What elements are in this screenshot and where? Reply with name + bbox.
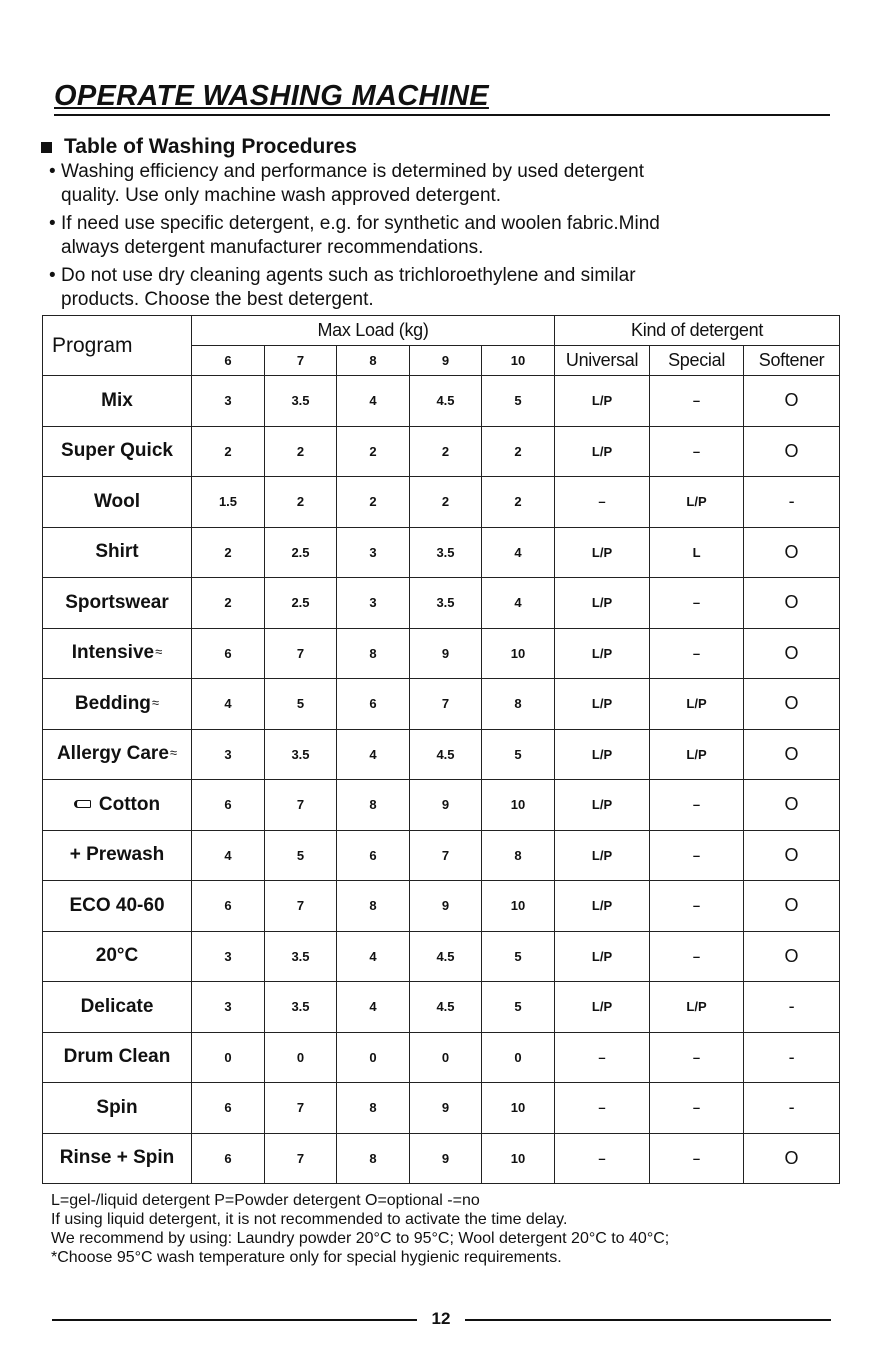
program-name-cell (43, 881, 192, 932)
footer-rule-right (465, 1319, 831, 1321)
max-load-cell: 6 (192, 780, 265, 831)
universal-cell: L/P (555, 578, 650, 629)
max-load-cell: 2 (265, 426, 337, 477)
max-load-cell: 2 (192, 527, 265, 578)
max-load-cell: 2 (482, 477, 555, 528)
table-row (43, 881, 840, 932)
max-load-cell: 2 (337, 426, 410, 477)
bullet-dot-icon: • (49, 265, 56, 286)
table-row (43, 628, 840, 679)
max-load-cell: 4.5 (410, 729, 482, 780)
max-load-cell: 4.5 (410, 931, 482, 982)
max-load-cell: 8 (337, 780, 410, 831)
table-row (43, 376, 840, 427)
softener-column-header: Softener (744, 346, 840, 376)
max-load-cell: 3 (192, 982, 265, 1033)
program-label: + Prewash (69, 844, 165, 866)
special-cell: – (650, 578, 744, 629)
universal-cell: – (555, 1032, 650, 1083)
special-column-header: Special (650, 346, 744, 376)
table-row (43, 527, 840, 578)
universal-cell: L/P (555, 376, 650, 427)
softener-cell: O (744, 679, 840, 730)
program-name-cell (43, 1032, 192, 1083)
special-cell: – (650, 881, 744, 932)
section-title: Table of Washing Procedures (64, 135, 357, 158)
special-cell: – (650, 931, 744, 982)
max-load-cell: 10 (482, 1083, 555, 1134)
softener-cell: - (744, 982, 840, 1033)
special-cell: L/P (650, 477, 744, 528)
footer-rule-left (52, 1319, 417, 1321)
special-cell: – (650, 426, 744, 477)
load-column-header: 7 (265, 346, 337, 376)
special-cell: L (650, 527, 744, 578)
table-row (43, 1133, 840, 1184)
softener-cell: O (744, 881, 840, 932)
max-load-cell: 7 (265, 881, 337, 932)
max-load-cell: 6 (337, 830, 410, 881)
max-load-cell: 9 (410, 1133, 482, 1184)
special-cell: – (650, 376, 744, 427)
max-load-cell: 6 (192, 881, 265, 932)
program-name-cell (43, 1083, 192, 1134)
max-load-cell: 0 (410, 1032, 482, 1083)
max-load-cell: 3.5 (265, 931, 337, 982)
universal-cell: L/P (555, 426, 650, 477)
special-cell: – (650, 830, 744, 881)
max-load-cell: 6 (192, 1133, 265, 1184)
note-time-delay: If using liquid detergent, it is not recommended to activate the time delay. (51, 1211, 568, 1228)
max-load-cell: 8 (337, 881, 410, 932)
universal-cell: L/P (555, 931, 650, 982)
softener-cell: - (744, 1032, 840, 1083)
max-load-cell: 5 (482, 729, 555, 780)
universal-cell: L/P (555, 982, 650, 1033)
special-cell: – (650, 1032, 744, 1083)
program-label: Intensive (71, 642, 155, 664)
max-load-cell: 7 (265, 628, 337, 679)
max-load-cell: 4 (337, 982, 410, 1033)
program-label: Spin (96, 1096, 138, 1118)
program-name-cell (43, 931, 192, 982)
universal-cell: – (555, 1133, 650, 1184)
table-row (43, 1032, 840, 1083)
table-row (43, 1083, 840, 1134)
max-load-cell: 7 (265, 780, 337, 831)
intro-paragraph-2: • If need use specific detergent, e.g. for synthetic and woolen fabric.Mind always detergent manufacturer recommendations. (49, 213, 660, 258)
softener-cell: O (744, 527, 840, 578)
program-name-cell (43, 578, 192, 629)
max-load-cell: 1.5 (192, 477, 265, 528)
max-load-cell: 7 (265, 1133, 337, 1184)
load-column-header: 6 (192, 346, 265, 376)
special-cell: L/P (650, 679, 744, 730)
program-name-cell (43, 780, 192, 831)
max-load-cell: 3 (192, 376, 265, 427)
program-name-cell (43, 426, 192, 477)
max-load-cell: 4 (337, 729, 410, 780)
program-label: Cotton (98, 793, 161, 815)
softener-cell: O (744, 426, 840, 477)
max-load-cell: 8 (482, 679, 555, 730)
max-load-cell: 3.5 (265, 729, 337, 780)
max-load-cell: 0 (337, 1032, 410, 1083)
softener-cell: O (744, 830, 840, 881)
universal-cell: L/P (555, 679, 650, 730)
max-load-cell: 6 (192, 628, 265, 679)
program-label: Allergy Care (56, 743, 169, 765)
max-load-cell: 10 (482, 1133, 555, 1184)
max-load-cell: 2 (482, 426, 555, 477)
program-name-cell (43, 729, 192, 780)
max-load-cell: 2 (192, 426, 265, 477)
universal-cell: L/P (555, 830, 650, 881)
max-load-cell: 3 (337, 578, 410, 629)
max-load-cell: 3 (192, 931, 265, 982)
max-load-cell: 6 (337, 679, 410, 730)
max-load-cell: 3.5 (410, 527, 482, 578)
table-row (43, 679, 840, 730)
program-label: Drum Clean (63, 1046, 171, 1068)
detergent-legend: L=gel-/liquid detergent P=Powder detergent O=optional -=no (51, 1192, 480, 1209)
softener-cell: O (744, 376, 840, 427)
program-name-cell (43, 376, 192, 427)
program-label: Wool (93, 490, 141, 512)
max-load-cell: 2 (410, 477, 482, 528)
max-load-cell: 2 (410, 426, 482, 477)
max-load-cell: 4 (192, 830, 265, 881)
page-number: 12 (431, 1309, 451, 1328)
note-hygiene: *Choose 95°C wash temperature only for special hygienic requirements. (51, 1249, 562, 1266)
legend-notes (51, 1191, 669, 1267)
max-load-cell: 4 (337, 376, 410, 427)
max-load-cell: 5 (482, 931, 555, 982)
max-load-cell: 7 (410, 830, 482, 881)
max-load-cell: 5 (482, 376, 555, 427)
max-load-header: Max Load (kg) (192, 316, 555, 346)
max-load-cell: 3 (192, 729, 265, 780)
cotton-symbol-icon (74, 800, 91, 808)
universal-cell: – (555, 1083, 650, 1134)
universal-cell: L/P (555, 729, 650, 780)
universal-cell: L/P (555, 780, 650, 831)
softener-cell: O (744, 729, 840, 780)
table-row (43, 780, 840, 831)
max-load-cell: 4.5 (410, 982, 482, 1033)
special-cell: L/P (650, 982, 744, 1033)
universal-column-header: Universal (555, 346, 650, 376)
table-row (43, 426, 840, 477)
page-title: OPERATE WASHING MACHINE (54, 80, 489, 112)
program-name-cell (43, 477, 192, 528)
max-load-cell: 4 (192, 679, 265, 730)
intro-paragraph-3: • Do not use dry cleaning agents such as trichloroethylene and similar products. Choose the best detergent. (49, 265, 636, 310)
wave-symbol-icon: ≈ (169, 745, 178, 761)
max-load-cell: 8 (337, 1083, 410, 1134)
table-row (43, 982, 840, 1033)
max-load-cell: 5 (265, 830, 337, 881)
max-load-cell: 2 (337, 477, 410, 528)
max-load-cell: 7 (410, 679, 482, 730)
load-column-header: 10 (482, 346, 555, 376)
max-load-cell: 2.5 (265, 527, 337, 578)
special-cell: – (650, 1133, 744, 1184)
table-header-row (43, 316, 840, 346)
section-heading (41, 135, 357, 159)
program-label: Bedding (74, 692, 151, 714)
universal-cell: L/P (555, 628, 650, 679)
max-load-cell: 0 (192, 1032, 265, 1083)
program-name-cell (43, 628, 192, 679)
universal-cell: L/P (555, 881, 650, 932)
max-load-cell: 10 (482, 628, 555, 679)
max-load-cell: 0 (265, 1032, 337, 1083)
universal-cell: L/P (555, 527, 650, 578)
softener-cell: - (744, 477, 840, 528)
max-load-cell: 8 (337, 1133, 410, 1184)
softener-cell: O (744, 931, 840, 982)
load-column-header: 8 (337, 346, 410, 376)
max-load-cell: 3.5 (265, 376, 337, 427)
max-load-cell: 4.5 (410, 376, 482, 427)
max-load-cell: 2.5 (265, 578, 337, 629)
note-recommendation: We recommend by using: Laundry powder 20°C to 95°C; Wool detergent 20°C to 40°C; (51, 1230, 670, 1247)
max-load-cell: 9 (410, 881, 482, 932)
detergent-kind-header: Kind of detergent (555, 316, 840, 346)
max-load-cell: 5 (482, 982, 555, 1033)
max-load-cell: 6 (192, 1083, 265, 1134)
max-load-cell: 4 (482, 527, 555, 578)
wave-symbol-icon: ≈ (151, 694, 160, 710)
program-label: Super Quick (61, 440, 173, 462)
program-label: Sportswear (65, 591, 169, 613)
softener-cell: O (744, 628, 840, 679)
table-row (43, 729, 840, 780)
program-label: 20°C (95, 945, 139, 967)
washing-procedures-table (42, 315, 840, 1184)
max-load-cell: 8 (482, 830, 555, 881)
special-cell: – (650, 780, 744, 831)
softener-cell: - (744, 1083, 840, 1134)
program-name-cell (43, 830, 192, 881)
softener-cell: O (744, 780, 840, 831)
max-load-cell: 7 (265, 1083, 337, 1134)
max-load-cell: 0 (482, 1032, 555, 1083)
max-load-cell: 9 (410, 628, 482, 679)
program-name-cell (43, 527, 192, 578)
max-load-cell: 5 (265, 679, 337, 730)
universal-cell: – (555, 477, 650, 528)
max-load-cell: 3.5 (265, 982, 337, 1033)
program-label: Shirt (95, 541, 139, 563)
program-name-cell (43, 679, 192, 730)
bullet-dot-icon: • (49, 213, 56, 234)
wave-symbol-icon: ≈ (155, 644, 163, 660)
softener-cell: O (744, 578, 840, 629)
square-bullet-icon (41, 142, 52, 153)
program-label: Mix (101, 389, 133, 411)
special-cell: – (650, 1083, 744, 1134)
max-load-cell: 2 (192, 578, 265, 629)
max-load-cell: 4 (482, 578, 555, 629)
bullet-dot-icon: • (49, 161, 56, 182)
max-load-cell: 9 (410, 780, 482, 831)
special-cell: – (650, 628, 744, 679)
max-load-cell: 9 (410, 1083, 482, 1134)
max-load-cell: 2 (265, 477, 337, 528)
max-load-cell: 10 (482, 881, 555, 932)
max-load-cell: 4 (337, 931, 410, 982)
max-load-cell: 3 (337, 527, 410, 578)
table-row (43, 477, 840, 528)
max-load-cell: 8 (337, 628, 410, 679)
program-label: Rinse + Spin (59, 1147, 175, 1169)
program-label: ECO 40-60 (69, 894, 165, 916)
program-name-cell (43, 1133, 192, 1184)
max-load-cell: 10 (482, 780, 555, 831)
program-column-header: Program (43, 316, 192, 376)
program-name-cell (43, 982, 192, 1033)
special-cell: L/P (650, 729, 744, 780)
max-load-cell: 3.5 (410, 578, 482, 629)
softener-cell: O (744, 1133, 840, 1184)
title-underline-rule (54, 114, 830, 116)
program-label: Delicate (80, 995, 154, 1017)
table-row (43, 830, 840, 881)
intro-paragraph-1: • Washing efficiency and performance is determined by used detergent quality. Use only machine wash approved detergent. (49, 161, 644, 206)
table-row (43, 931, 840, 982)
load-column-header: 9 (410, 346, 482, 376)
table-row (43, 578, 840, 629)
